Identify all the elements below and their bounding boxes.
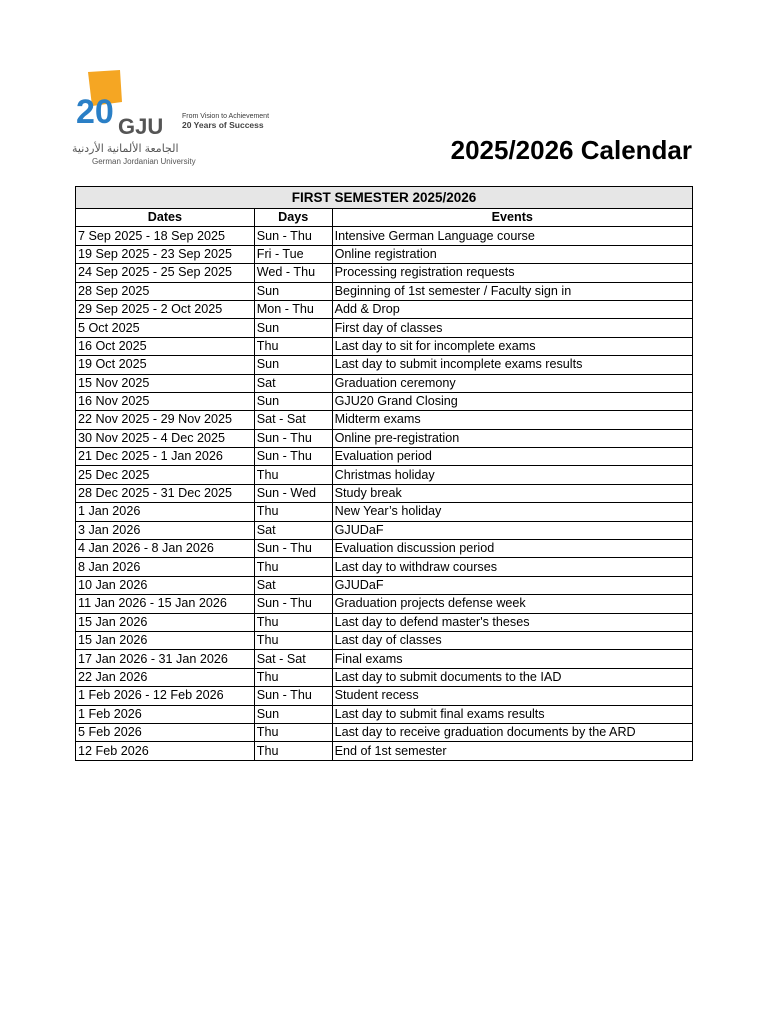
event-cell: Christmas holiday bbox=[332, 466, 692, 484]
table-row bbox=[76, 337, 693, 355]
event-cell: GJUDaF bbox=[332, 576, 692, 594]
event-cell: Online pre-registration bbox=[332, 429, 692, 447]
day-cell: Thu bbox=[254, 668, 332, 686]
date-cell: 5 Feb 2026 bbox=[76, 723, 255, 741]
date-cell: 12 Feb 2026 bbox=[76, 742, 255, 760]
date-cell: 28 Dec 2025 - 31 Dec 2025 bbox=[76, 484, 255, 502]
date-cell: 7 Sep 2025 - 18 Sep 2025 bbox=[76, 227, 255, 245]
event-cell: Final exams bbox=[332, 650, 692, 668]
university-logo bbox=[70, 68, 270, 174]
day-cell: Sun bbox=[254, 356, 332, 374]
table-row bbox=[76, 448, 693, 466]
table-row bbox=[76, 540, 693, 558]
date-cell: 5 Oct 2025 bbox=[76, 319, 255, 337]
calendar-table bbox=[75, 186, 693, 761]
date-cell: 15 Jan 2026 bbox=[76, 631, 255, 649]
dates-header: Dates bbox=[76, 209, 255, 227]
event-cell: Last day to receive graduation documents by the ARD bbox=[332, 723, 692, 741]
day-cell: Sat bbox=[254, 576, 332, 594]
semester-title: FIRST SEMESTER 2025/2026 bbox=[76, 187, 693, 209]
date-cell: 11 Jan 2026 - 15 Jan 2026 bbox=[76, 595, 255, 613]
date-cell: 28 Sep 2025 bbox=[76, 282, 255, 300]
date-cell: 17 Jan 2026 - 31 Jan 2026 bbox=[76, 650, 255, 668]
day-cell: Sun - Thu bbox=[254, 448, 332, 466]
table-row bbox=[76, 227, 693, 245]
day-cell: Thu bbox=[254, 337, 332, 355]
date-cell: 25 Dec 2025 bbox=[76, 466, 255, 484]
event-cell: Last day to sit for incomplete exams bbox=[332, 337, 692, 355]
day-cell: Thu bbox=[254, 742, 332, 760]
day-cell: Sun - Thu bbox=[254, 429, 332, 447]
logo-number: 20 bbox=[76, 93, 114, 131]
date-cell: 1 Feb 2026 - 12 Feb 2026 bbox=[76, 687, 255, 705]
page-title: 2025/2026 Calendar bbox=[450, 135, 692, 165]
table-row bbox=[76, 705, 693, 723]
table-row bbox=[76, 392, 693, 410]
table-row bbox=[76, 300, 693, 318]
event-cell: GJUDaF bbox=[332, 521, 692, 539]
days-header: Days bbox=[254, 209, 332, 227]
table-row bbox=[76, 595, 693, 613]
table-row bbox=[76, 466, 693, 484]
date-cell: 4 Jan 2026 - 8 Jan 2026 bbox=[76, 540, 255, 558]
event-cell: Evaluation period bbox=[332, 448, 692, 466]
event-cell: Evaluation discussion period bbox=[332, 540, 692, 558]
table-row bbox=[76, 411, 693, 429]
event-cell: New Year’s holiday bbox=[332, 503, 692, 521]
day-cell: Thu bbox=[254, 466, 332, 484]
day-cell: Fri - Tue bbox=[254, 245, 332, 263]
date-cell: 22 Jan 2026 bbox=[76, 668, 255, 686]
day-cell: Sun bbox=[254, 282, 332, 300]
day-cell: Sun bbox=[254, 392, 332, 410]
day-cell: Sun bbox=[254, 319, 332, 337]
logo-tagline bbox=[182, 112, 269, 131]
calendar-rows bbox=[76, 227, 693, 760]
date-cell: 21 Dec 2025 - 1 Jan 2026 bbox=[76, 448, 255, 466]
table-row bbox=[76, 521, 693, 539]
date-cell: 16 Nov 2025 bbox=[76, 392, 255, 410]
date-cell: 1 Jan 2026 bbox=[76, 503, 255, 521]
date-cell: 3 Jan 2026 bbox=[76, 521, 255, 539]
event-cell: GJU20 Grand Closing bbox=[332, 392, 692, 410]
event-cell: Last day of classes bbox=[332, 631, 692, 649]
event-cell: Graduation ceremony bbox=[332, 374, 692, 392]
table-row bbox=[76, 319, 693, 337]
event-cell: Add & Drop bbox=[332, 300, 692, 318]
date-cell: 19 Oct 2025 bbox=[76, 356, 255, 374]
logo-tagline-top: From Vision to Achievement bbox=[182, 113, 270, 120]
event-cell: Student recess bbox=[332, 687, 692, 705]
day-cell: Sat bbox=[254, 374, 332, 392]
event-cell: Graduation projects defense week bbox=[332, 595, 692, 613]
date-cell: 8 Jan 2026 bbox=[76, 558, 255, 576]
table-row bbox=[76, 484, 693, 502]
table-row bbox=[76, 631, 693, 649]
semester-header-row bbox=[76, 187, 693, 209]
date-cell: 29 Sep 2025 - 2 Oct 2025 bbox=[76, 300, 255, 318]
logo-arabic-name: الجامعة الألمانية الأردنية bbox=[72, 143, 179, 155]
table-row bbox=[76, 374, 693, 392]
table-row bbox=[76, 650, 693, 668]
logo-name: GJU bbox=[118, 114, 164, 139]
date-cell: 1 Feb 2026 bbox=[76, 705, 255, 723]
column-header-row bbox=[76, 209, 693, 227]
logo-english-name: German Jordanian University bbox=[92, 157, 196, 166]
day-cell: Sun - Wed bbox=[254, 484, 332, 502]
day-cell: Sat bbox=[254, 521, 332, 539]
event-cell: Last day to withdraw courses bbox=[332, 558, 692, 576]
date-cell: 15 Nov 2025 bbox=[76, 374, 255, 392]
events-header: Events bbox=[332, 209, 692, 227]
day-cell: Sat - Sat bbox=[254, 411, 332, 429]
event-cell: End of 1st semester bbox=[332, 742, 692, 760]
table-row bbox=[76, 558, 693, 576]
table-row bbox=[76, 245, 693, 263]
day-cell: Sat - Sat bbox=[254, 650, 332, 668]
day-cell: Thu bbox=[254, 613, 332, 631]
date-cell: 10 Jan 2026 bbox=[76, 576, 255, 594]
date-cell: 19 Sep 2025 - 23 Sep 2025 bbox=[76, 245, 255, 263]
table-row bbox=[76, 668, 693, 686]
table-row bbox=[76, 356, 693, 374]
logo-tagline-bottom: 20 Years of Success bbox=[182, 120, 264, 130]
event-cell: Intensive German Language course bbox=[332, 227, 692, 245]
table-row bbox=[76, 264, 693, 282]
day-cell: Sun - Thu bbox=[254, 687, 332, 705]
event-cell: First day of classes bbox=[332, 319, 692, 337]
day-cell: Thu bbox=[254, 631, 332, 649]
day-cell: Wed - Thu bbox=[254, 264, 332, 282]
day-cell: Mon - Thu bbox=[254, 300, 332, 318]
day-cell: Thu bbox=[254, 503, 332, 521]
day-cell: Sun - Thu bbox=[254, 227, 332, 245]
table-row bbox=[76, 429, 693, 447]
day-cell: Sun - Thu bbox=[254, 540, 332, 558]
table-row bbox=[76, 282, 693, 300]
event-cell: Online registration bbox=[332, 245, 692, 263]
event-cell: Last day to submit documents to the IAD bbox=[332, 668, 692, 686]
date-cell: 15 Jan 2026 bbox=[76, 613, 255, 631]
date-cell: 16 Oct 2025 bbox=[76, 337, 255, 355]
event-cell: Last day to submit final exams results bbox=[332, 705, 692, 723]
event-cell: Study break bbox=[332, 484, 692, 502]
table-row bbox=[76, 613, 693, 631]
event-cell: Processing registration requests bbox=[332, 264, 692, 282]
date-cell: 22 Nov 2025 - 29 Nov 2025 bbox=[76, 411, 255, 429]
table-row bbox=[76, 503, 693, 521]
day-cell: Sun - Thu bbox=[254, 595, 332, 613]
table-row bbox=[76, 687, 693, 705]
table-row bbox=[76, 723, 693, 741]
event-cell: Midterm exams bbox=[332, 411, 692, 429]
table-row bbox=[76, 576, 693, 594]
day-cell: Sun bbox=[254, 705, 332, 723]
table-row bbox=[76, 742, 693, 760]
event-cell: Beginning of 1st semester / Faculty sign in bbox=[332, 282, 692, 300]
date-cell: 24 Sep 2025 - 25 Sep 2025 bbox=[76, 264, 255, 282]
event-cell: Last day to defend master's theses bbox=[332, 613, 692, 631]
day-cell: Thu bbox=[254, 558, 332, 576]
date-cell: 30 Nov 2025 - 4 Dec 2025 bbox=[76, 429, 255, 447]
event-cell: Last day to submit incomplete exams results bbox=[332, 356, 692, 374]
day-cell: Thu bbox=[254, 723, 332, 741]
